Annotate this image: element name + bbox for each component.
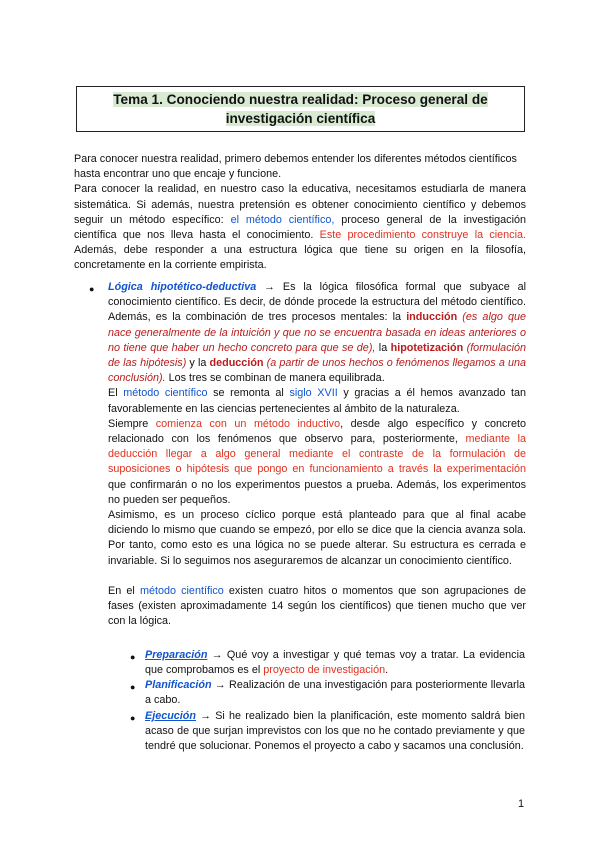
intro-paragraph-1: Para conocer nuestra realidad, primero debemos entender los diferentes métodos científicos hasta encontrar uno que encaje y funcione. bbox=[74, 153, 517, 181]
intro-section bbox=[74, 152, 526, 274]
deduccion-term: deducción bbox=[209, 357, 264, 370]
metodo-cientifico-term: el método científico, bbox=[230, 213, 335, 226]
logica-term: Lógica hipotético-deductiva bbox=[108, 281, 257, 293]
logica-text: → Es la lógica filosófica formal que subyace al conocimiento científico. Es decir, de dónde procede la estructura del método científico. Además, es la combinación de tres procesos mentales: la bbox=[108, 281, 526, 324]
metodo-term: método científico bbox=[123, 387, 208, 400]
intro-paragraph-2 bbox=[74, 182, 526, 273]
sub-item-ejecucion bbox=[145, 709, 525, 755]
siglo-text: se remonta al bbox=[207, 387, 290, 400]
logica-paragraph bbox=[108, 280, 526, 386]
intro-text: proceso general de la investigación científica que nos lleva hasta el conocimiento. bbox=[74, 213, 526, 242]
hitos-paragraph bbox=[108, 584, 526, 630]
bullet-icon: ● bbox=[89, 284, 95, 294]
sub-item-planificacion bbox=[145, 678, 525, 708]
inductivo-highlight: comienza con un método inductivo bbox=[155, 417, 341, 430]
siglo-text: El bbox=[108, 387, 124, 400]
logica-text: Los tres se combinan de manera equilibrada. bbox=[165, 372, 385, 385]
intro-text: Además, debe responder a una estructura lógica que tiene su origen en la filosofía, concretamente en la corriente empirista. bbox=[74, 244, 526, 272]
sub-item-preparacion bbox=[145, 648, 525, 678]
intro-text: Para conocer la realidad, en nuestro caso la educativa, necesitamos estudiarla de manera sistemática. Si además, nuestra pretensión es obtener conocimiento científico y debemos seguir un método específico: bbox=[74, 183, 526, 226]
deduccion-highlight: mediante la deducción llegar a algo general mediante el contraste de la formulación de suposiciones o hipótesis que pongo en funcionamiento a través la experimentación bbox=[108, 433, 526, 476]
inductivo-text: Siempre bbox=[108, 417, 156, 430]
logica-text: la bbox=[375, 341, 391, 354]
siglo-text: y gracias a él hemos avanzado tan favorablemente en las ciencias pertenecientes al ámbito de la naturaleza. bbox=[108, 387, 526, 415]
ejecucion-term: Ejecución bbox=[145, 710, 197, 722]
proyecto-highlight: proyecto de investigación bbox=[263, 664, 386, 677]
hitos-text: existen cuatro hitos o momentos que son agrupaciones de fases (existen aproximadamente 14 según los científicos) que tienen mucho que ver con la lógica. bbox=[108, 584, 526, 628]
title-line-2: investigación científica bbox=[225, 111, 376, 126]
ejecucion-text: → Si he realizado bien la planificación, este momento saldrá bien acaso de que surjan imprevistos con los que no he contado previamente y que tendré que solucionar. Ponemos el proyecto a cabo y sacamos una conclusión. bbox=[145, 710, 525, 753]
inductivo-text: que confirmarán o no los experimentos puestos a prueba. Además, los experimentos no pueden ser pequeños. bbox=[108, 478, 526, 506]
title-line-1: Tema 1. Conociendo nuestra realidad: Proceso general de bbox=[113, 92, 488, 107]
preparacion-text: → Qué voy a investigar y qué temas voy a tratar. La evidencia que comprobamos es el bbox=[145, 649, 525, 677]
induccion-desc: (es algo que nace generalmente de la intuición y que no se encuentra basada en ideas anteriores o no tiene que haber un hecho concreto para que se de), bbox=[108, 311, 526, 354]
ciencia-highlight: Este procedimiento construye la ciencia. bbox=[319, 229, 526, 242]
siglo-paragraph bbox=[108, 386, 526, 416]
title-box bbox=[76, 86, 525, 132]
ciclico-paragraph: Asimismo, es un proceso cíclico porque está planteado para que al final acabe diciendo lo mismo que cuando se empezó, por ello se dice que la ciencia avanza sola. Por tanto, como esto es una lógica no se puede alterar. Su estructura es cerrada e invariable. Si lo seguimos nos aseguraremos de alcanzar un conocimiento científico. bbox=[108, 509, 526, 567]
bullet-logica bbox=[108, 280, 526, 629]
bullet-icon: ● bbox=[130, 713, 136, 723]
deduccion-desc: (a partir de unos hechos o fenómenos llegamos a una conclusión). bbox=[108, 357, 526, 385]
inductivo-paragraph bbox=[108, 417, 526, 508]
bullet-icon: ● bbox=[130, 682, 136, 692]
hitos-text: En el bbox=[108, 584, 140, 597]
preparacion-term: Preparación bbox=[145, 649, 208, 661]
siglo-term: siglo XVII bbox=[289, 387, 338, 400]
hipotetizacion-desc: (formulación de las hipótesis) bbox=[108, 341, 526, 370]
inductivo-text: , desde algo específico y concreto relacionado con los fenómenos que observo para, posteriormente, bbox=[108, 417, 526, 446]
logica-text: y la bbox=[186, 357, 210, 370]
page-number: 1 bbox=[518, 798, 525, 810]
planificacion-text: → Realización de una investigación para posteriormente llevarla a cabo. bbox=[145, 679, 525, 707]
metodo-term: método científico bbox=[139, 584, 224, 597]
planificacion-term: Planificación bbox=[145, 679, 212, 691]
preparacion-text: . bbox=[385, 664, 389, 677]
induccion-term: inducción bbox=[406, 311, 458, 324]
hipotetizacion-term: hipotetización bbox=[390, 341, 464, 354]
bullet-icon: ● bbox=[130, 652, 136, 662]
